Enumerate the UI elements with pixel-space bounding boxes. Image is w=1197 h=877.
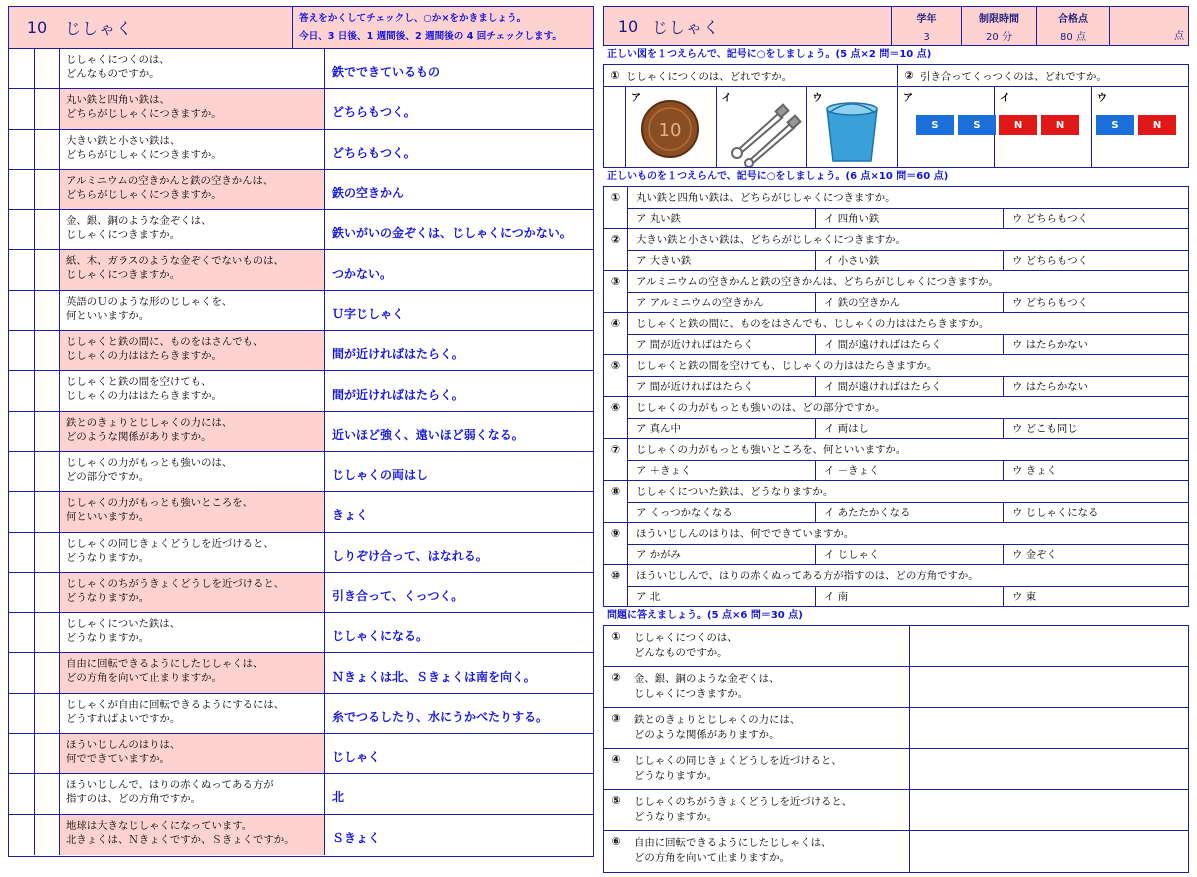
check-box[interactable] <box>9 250 35 289</box>
choice-option[interactable]: ウ どこも同じ <box>1004 418 1188 438</box>
answer-cell: どちらもつく。 <box>325 89 593 128</box>
answer-cell: 間が近ければはたらく。 <box>325 331 593 370</box>
question-number: ⑨ <box>604 523 628 544</box>
bucket-icon <box>807 91 897 167</box>
question-text <box>628 667 910 707</box>
answer-field[interactable] <box>910 749 1188 789</box>
question-line: じしゃくのちがうきょくどうしを近づけると、 <box>66 577 285 590</box>
question-line: どうなりますか。 <box>66 591 150 604</box>
check-box[interactable] <box>35 89 60 128</box>
choice-option[interactable]: ア 間が近ければはたらく <box>628 376 816 396</box>
section1-picture-questions <box>603 64 1189 168</box>
check-box[interactable] <box>35 170 60 209</box>
option-b-magnets[interactable] <box>995 87 1092 167</box>
question-text: じしゃくについた鉄は、どうなりますか。 <box>636 486 834 498</box>
answer-cell: Ｕ字じしゃく <box>332 306 405 321</box>
question-line: じしゃくの力がもっとも強いのは、 <box>66 456 233 469</box>
flashcard-row <box>9 371 593 411</box>
answer-cell: 鉄でできているもの <box>332 65 441 80</box>
choice-question <box>604 229 1188 271</box>
choice-option[interactable]: イ 両はし <box>816 418 1004 438</box>
check-box[interactable] <box>35 492 60 531</box>
coin-text: 10 <box>658 120 682 141</box>
question-cell <box>60 291 325 330</box>
choice-option[interactable]: イ 間が遠ければはたらく <box>816 334 1004 354</box>
question-cell <box>60 573 325 612</box>
question-number: ② <box>604 229 628 250</box>
choice-question <box>604 565 1188 606</box>
choice-option[interactable]: イ 南 <box>816 586 1004 606</box>
choice-option[interactable]: ア 北 <box>628 586 816 606</box>
question-cell <box>60 250 325 289</box>
answer-field[interactable] <box>910 790 1188 830</box>
flashcard-row <box>9 250 593 290</box>
question-line: どの方角を向いて止まりますか。 <box>66 672 222 685</box>
choice-option[interactable]: ウ はたらかない <box>1004 376 1188 396</box>
question-line: どんなものですか。 <box>66 68 160 80</box>
choice-option[interactable]: ア 真ん中 <box>628 418 816 438</box>
question-cell <box>60 89 325 128</box>
answer-cell: 引き合って、くっつく。 <box>325 573 593 612</box>
right-title: じしゃく <box>652 17 721 37</box>
check-box[interactable] <box>9 694 35 733</box>
option-c-magnets[interactable] <box>1092 87 1188 167</box>
magnet-pair-icon <box>1096 115 1176 135</box>
question-line: 金、銀、銅のような金ぞくは、 <box>66 215 212 228</box>
left-title-box <box>9 7 293 48</box>
right-title-box <box>604 7 892 45</box>
section2-title: 正しいものを１つえらんで、記号に○をしましょう。(6 点×10 問＝60 点) <box>607 171 949 182</box>
question-line: どちらがじしゃくにつきますか。 <box>66 108 222 121</box>
answer-field[interactable] <box>910 667 1188 707</box>
question-text: じしゃくと鉄の間を空けても、じしゃくの力ははたらきますか。 <box>636 360 938 372</box>
question-text: じしゃくと鉄の間に、ものをはさんでも、じしゃくの力ははたらきますか。 <box>636 318 990 330</box>
question-line: 自由に回転できるようにしたじしゃくは、 <box>66 658 264 671</box>
flashcard-row <box>9 533 593 573</box>
choice-option[interactable]: ア 間が近ければはたらく <box>628 334 816 354</box>
check-box[interactable] <box>35 734 60 773</box>
question-line: じしゃくの力ははたらきますか。 <box>66 350 222 363</box>
answer-field[interactable] <box>910 708 1188 748</box>
flashcard-row <box>9 452 593 492</box>
pass-score-value: 80 点 <box>1060 32 1086 43</box>
check-box[interactable] <box>35 774 60 813</box>
choice-question <box>604 187 1188 229</box>
n-pole: N <box>1138 115 1176 135</box>
s-pole: S <box>916 115 954 135</box>
question-text: 引き合ってくっつくのは、どれですか。 <box>920 71 1107 83</box>
choice-option[interactable]: イ 鉄の空きかん <box>816 292 1004 312</box>
picture-question-1 <box>604 65 898 167</box>
question-line: どちらがじしゃくにつきますか。 <box>66 148 222 161</box>
check-box[interactable] <box>9 130 35 169</box>
question-line: じしゃくにつきますか。 <box>66 269 181 282</box>
choice-option[interactable]: ア かがみ <box>628 544 816 564</box>
question-number: ① <box>604 187 628 208</box>
question-line: じしゃくの同じきょくどうしを近づけると、 <box>634 755 842 767</box>
flashcard-row <box>9 573 593 613</box>
question-number: ⑤ <box>611 794 621 807</box>
question-cell <box>60 452 325 491</box>
question-number: ⑥ <box>604 397 628 418</box>
answer-cell: きょく <box>325 492 593 531</box>
question-line: じしゃくにつくのは、 <box>634 632 738 644</box>
s-pole: S <box>958 115 996 135</box>
question-line: どうなりますか。 <box>634 811 718 823</box>
flashcard-row <box>9 331 593 371</box>
score-field[interactable] <box>1110 7 1188 45</box>
check-box[interactable] <box>9 653 35 692</box>
pass-score-label: 合格点 <box>1058 14 1088 25</box>
option-b-safety-pins[interactable] <box>717 87 808 167</box>
question-number: ① <box>610 69 620 82</box>
question-line: ほういじしんのはりは、 <box>66 739 181 752</box>
question-text <box>628 626 910 666</box>
question-number: ④ <box>611 753 621 766</box>
question-number: ⑩ <box>604 565 628 586</box>
choice-option[interactable]: イ 小さい鉄 <box>816 250 1004 270</box>
question-cell <box>60 533 325 572</box>
check-box[interactable] <box>35 331 60 370</box>
flashcard-row <box>9 130 593 170</box>
question-text: アルミニウムの空きかんと鉄の空きかんは、どちらがじしゃくにつきますか。 <box>636 276 999 288</box>
check-box[interactable] <box>9 89 35 128</box>
question-line: 何でできていますか。 <box>66 753 170 766</box>
check-box[interactable] <box>35 815 60 855</box>
answer-cell: じしゃくの両はし <box>332 468 429 483</box>
answer-cell: じしゃく <box>325 734 593 773</box>
question-line: じしゃくの力ははたらきますか。 <box>66 390 222 403</box>
written-question <box>604 790 1188 831</box>
option-key: ウ <box>1097 93 1107 104</box>
question-line: じしゃくにつきますか。 <box>66 229 181 242</box>
choice-option[interactable]: イ じしゃく <box>816 544 1004 564</box>
choice-option[interactable]: イ －きょく <box>816 460 1004 480</box>
answer-cell: 北 <box>332 790 345 805</box>
option-a-magnets[interactable] <box>898 87 995 167</box>
question-line: 何といいますか。 <box>66 309 150 322</box>
question-number: ④ <box>604 313 628 334</box>
question-cell <box>60 331 325 370</box>
check-box[interactable] <box>35 694 60 733</box>
answer-cell: 糸でつるしたり、水にうかべたりする。 <box>332 709 549 724</box>
check-box[interactable] <box>9 533 35 572</box>
question-number: ⑥ <box>611 835 621 848</box>
question-line: どの部分ですか。 <box>66 470 150 483</box>
question-line: どのような関係がありますか。 <box>66 430 212 443</box>
question-number: ⑦ <box>604 439 628 460</box>
safety-pins-icon <box>717 91 807 167</box>
question-number: ⑤ <box>604 355 628 376</box>
answer-field[interactable] <box>910 626 1188 666</box>
grade-value: 3 <box>923 32 930 43</box>
question-text: じしゃくにつくのは、どれですか。 <box>626 71 793 83</box>
check-box[interactable] <box>9 49 35 88</box>
check-box[interactable] <box>9 573 35 612</box>
option-key: ア <box>631 93 641 104</box>
answer-cell: つかない。 <box>325 250 593 289</box>
answer-cell: 間が近ければはたらく。 <box>332 387 464 402</box>
answer-cell: しりぞけ合って、はなれる。 <box>332 548 488 563</box>
option-key: ア <box>903 93 913 104</box>
question-number: ② <box>611 671 621 684</box>
written-question <box>604 708 1188 749</box>
question-text: ほういじしんで、はりの赤くぬってある方が指すのは、どの方角ですか。 <box>636 570 979 582</box>
question-line: どの方角を向いて止まりますか。 <box>634 852 790 864</box>
instruction-line: 答えをかくしてチェックし、○か×をかきましょう。 <box>299 13 527 24</box>
answer-cell: どちらもつく。 <box>332 145 416 160</box>
flashcard-row <box>9 734 593 774</box>
question-text: じしゃくの力がもっとも強いのは、どの部分ですか。 <box>636 402 886 414</box>
check-box[interactable] <box>9 452 35 491</box>
check-box[interactable] <box>9 170 35 209</box>
section3-written-questions <box>603 625 1189 873</box>
check-box[interactable] <box>35 371 60 410</box>
answer-cell: Ｓきょく <box>325 815 593 855</box>
question-line: どのような関係がありますか。 <box>634 729 780 741</box>
right-unit-number: 10 <box>617 16 639 36</box>
choice-option[interactable]: ウ きょく <box>1004 460 1188 480</box>
magnet-pair-icon <box>999 115 1079 135</box>
question-line: 鉄とのきょりとじしゃくの力には、 <box>634 714 801 726</box>
question-line: 大きい鉄と小さい鉄は、 <box>66 134 181 147</box>
question-number: ⑧ <box>604 481 628 502</box>
question-line: 金、銀、銅のような金ぞくは、 <box>634 673 780 685</box>
question-line: 北きょくは、Ｎきょくですか、Ｓきょくですか。 <box>66 833 295 846</box>
question-line: じしゃくにつくのは、 <box>66 54 170 66</box>
choice-option[interactable]: イ 四角い鉄 <box>816 208 1004 228</box>
question-line: 地球は大きなじしゃくになっています。 <box>66 819 253 832</box>
question-cell <box>60 653 325 692</box>
left-question-list <box>9 49 593 855</box>
flashcard-row <box>9 89 593 129</box>
check-box[interactable] <box>9 774 35 813</box>
option-a-coin[interactable] <box>626 87 717 167</box>
flashcard-row <box>9 653 593 693</box>
choice-question <box>604 481 1188 523</box>
question-line: 自由に回転できるようにしたじしゃくは、 <box>634 837 832 849</box>
check-box[interactable] <box>35 653 60 692</box>
time-limit-cell <box>962 7 1037 45</box>
choice-question <box>604 271 1188 313</box>
answer-cell: Ｎきょくは北、Ｓきょくは南を向く。 <box>325 653 593 692</box>
question-number: ① <box>611 630 621 643</box>
question-text <box>628 708 910 748</box>
check-box[interactable] <box>35 250 60 289</box>
question-line: ほういじしんで、はりの赤くぬってある方が <box>66 779 274 792</box>
question-number: ③ <box>611 712 621 725</box>
choice-option[interactable]: ア ＋きょく <box>628 460 816 480</box>
question-line: どうすればよいですか。 <box>66 712 181 725</box>
flashcard-row <box>9 210 593 250</box>
choice-option[interactable]: イ 間が遠ければはたらく <box>816 376 1004 396</box>
check-box[interactable] <box>35 613 60 652</box>
question-cell <box>60 613 325 652</box>
coin-icon <box>626 91 716 167</box>
question-line: どちらがじしゃくにつきますか。 <box>66 188 222 201</box>
instruction-line: 今日、3 日後、1 週間後、2 週間後の 4 回チェックします。 <box>299 31 563 42</box>
choice-option[interactable]: ウ はたらかない <box>1004 334 1188 354</box>
score-unit: 点 <box>1174 31 1184 42</box>
question-cell <box>60 130 325 169</box>
question-line: じしゃくの力がもっとも強いところを、 <box>66 497 254 510</box>
question-line: じしゃくと鉄の間を空けても、 <box>66 376 212 389</box>
question-cell <box>60 492 325 531</box>
question-number: ③ <box>604 271 628 292</box>
choice-option[interactable]: ウ どちらもつく <box>1004 208 1188 228</box>
question-text <box>628 749 910 789</box>
flashcard-row <box>9 412 593 452</box>
question-text: じしゃくの力がもっとも強いところを、何といいますか。 <box>636 444 907 456</box>
flashcard-row <box>9 49 593 89</box>
choice-option[interactable]: ウ どちらもつく <box>1004 292 1188 312</box>
written-question <box>604 831 1188 872</box>
question-cell <box>60 694 325 733</box>
right-test-sheet <box>603 6 1189 866</box>
check-box[interactable] <box>9 412 35 451</box>
magnet-pair-icon <box>916 115 996 135</box>
check-box[interactable] <box>35 452 60 491</box>
flashcard-row <box>9 613 593 653</box>
question-line: どうなりますか。 <box>634 770 718 782</box>
question-line: 英語のＵのような形のじしゃくを、 <box>66 295 233 308</box>
choice-option[interactable]: ア アルミニウムの空きかん <box>628 292 816 312</box>
n-pole: N <box>1041 115 1079 135</box>
left-header <box>9 7 593 49</box>
choice-option[interactable]: ア 丸い鉄 <box>628 208 816 228</box>
question-line: どうなりますか。 <box>66 551 150 564</box>
question-cell <box>60 210 325 249</box>
check-box[interactable] <box>9 613 35 652</box>
answer-cell: 鉄の空きかん <box>325 170 593 209</box>
question-line: じしゃくについた鉄は、 <box>66 618 181 631</box>
question-line: 紙、木、ガラスのような金ぞくでないものは、 <box>66 255 284 268</box>
time-limit-label: 制限時間 <box>979 14 1019 25</box>
check-box[interactable] <box>35 412 60 451</box>
left-worksheet <box>8 6 594 857</box>
check-box[interactable] <box>9 331 35 370</box>
question-text <box>628 790 910 830</box>
grade-label: 学年 <box>916 14 937 25</box>
option-key: イ <box>1000 93 1010 104</box>
left-title: じしゃく <box>65 19 134 38</box>
choice-question <box>604 523 1188 565</box>
check-box[interactable] <box>35 210 60 249</box>
question-line: じしゃくが自由に回転できるようにするには、 <box>66 698 285 711</box>
question-cell <box>60 412 325 451</box>
time-limit-value: 20 分 <box>986 32 1012 43</box>
question-cell <box>60 170 325 209</box>
question-text: 大きい鉄と小さい鉄は、どちらがじしゃくにつきますか。 <box>636 234 906 246</box>
written-question <box>604 667 1188 708</box>
choice-option[interactable]: ウ どちらもつく <box>1004 250 1188 270</box>
choice-option[interactable]: ア くっつかなくなる <box>628 502 816 522</box>
question-line: じしゃくのちがうきょくどうしを近づけると、 <box>634 796 853 808</box>
question-text: 丸い鉄と四角い鉄は、どちらがじしゃくにつきますか。 <box>636 192 896 204</box>
answer-field[interactable] <box>910 831 1188 872</box>
question-cell <box>60 49 325 88</box>
question-cell <box>60 815 325 855</box>
question-cell <box>60 774 325 813</box>
answer-cell: 近いほど強く、遠いほど弱くなる。 <box>325 412 593 451</box>
question-line: じしゃくにつきますか。 <box>634 688 749 700</box>
choice-question <box>604 439 1188 481</box>
question-text: ほういじしんのはりは、何でできていますか。 <box>636 528 855 540</box>
check-box[interactable] <box>35 291 60 330</box>
flashcard-row <box>9 291 593 331</box>
question-line: どんなものですか。 <box>634 647 728 659</box>
option-key: イ <box>721 93 732 104</box>
question-line: 鉄とのきょりとじしゃくの力には、 <box>66 416 233 429</box>
check-box[interactable] <box>9 734 35 773</box>
option-key: ウ <box>812 93 823 104</box>
choice-option[interactable]: ア 大きい鉄 <box>628 250 816 270</box>
choice-question <box>604 355 1188 397</box>
choice-question <box>604 397 1188 439</box>
flashcard-row <box>9 815 593 855</box>
section1-title: 正しい図を１つえらんで、記号に○をしましょう。(5 点×2 問＝10 点) <box>607 49 932 60</box>
check-box[interactable] <box>9 210 35 249</box>
check-box[interactable] <box>9 492 35 531</box>
check-box[interactable] <box>35 573 60 612</box>
flashcard-row <box>9 492 593 532</box>
question-line: じしゃくの同じきょくどうしを近づけると、 <box>66 537 274 550</box>
n-pole: N <box>999 115 1037 135</box>
picture-question-2 <box>898 65 1188 167</box>
check-box[interactable] <box>9 291 35 330</box>
left-instructions <box>293 7 593 48</box>
question-line: じしゃくと鉄の間に、ものをはさんでも、 <box>66 336 264 349</box>
pass-score-cell <box>1037 7 1110 45</box>
written-question <box>604 749 1188 790</box>
right-header <box>603 6 1189 46</box>
question-line: アルミニウムの空きかんと鉄の空きかんは、 <box>66 174 274 187</box>
question-number: ② <box>904 69 914 82</box>
answer-cell: 鉄いがいの金ぞくは、じしゃくにつかない。 <box>332 226 572 241</box>
flashcard-row <box>9 774 593 814</box>
choice-option[interactable]: ウ 東 <box>1004 586 1188 606</box>
left-unit-number: 10 <box>26 18 48 37</box>
section3-title: 問題に答えましょう。(5 点×6 問＝30 点) <box>607 610 803 621</box>
check-box[interactable] <box>35 533 60 572</box>
check-box[interactable] <box>35 130 60 169</box>
option-c-bucket[interactable] <box>807 87 897 167</box>
choice-option[interactable]: ウ 金ぞく <box>1004 544 1188 564</box>
section2-choice-questions <box>603 186 1189 607</box>
choice-option[interactable]: イ あたたかくなる <box>816 502 1004 522</box>
written-question <box>604 626 1188 667</box>
question-cell <box>60 734 325 773</box>
question-line: 何といいますか。 <box>66 511 150 524</box>
question-text <box>628 831 910 872</box>
question-line: どうなりますか。 <box>66 632 150 645</box>
question-cell <box>60 371 325 410</box>
s-pole: S <box>1096 115 1134 135</box>
flashcard-row <box>9 170 593 210</box>
choice-question <box>604 313 1188 355</box>
question-line: 丸い鉄と四角い鉄は、 <box>66 94 170 107</box>
answer-cell: じしゃくになる。 <box>332 629 429 644</box>
check-box[interactable] <box>9 815 35 855</box>
flashcard-row <box>9 694 593 734</box>
check-box[interactable] <box>35 49 60 88</box>
check-box[interactable] <box>9 371 35 410</box>
question-line: 指すのは、どの方角ですか。 <box>66 793 202 806</box>
choice-option[interactable]: ウ じしゃくになる <box>1004 502 1188 522</box>
grade-cell <box>892 7 962 45</box>
